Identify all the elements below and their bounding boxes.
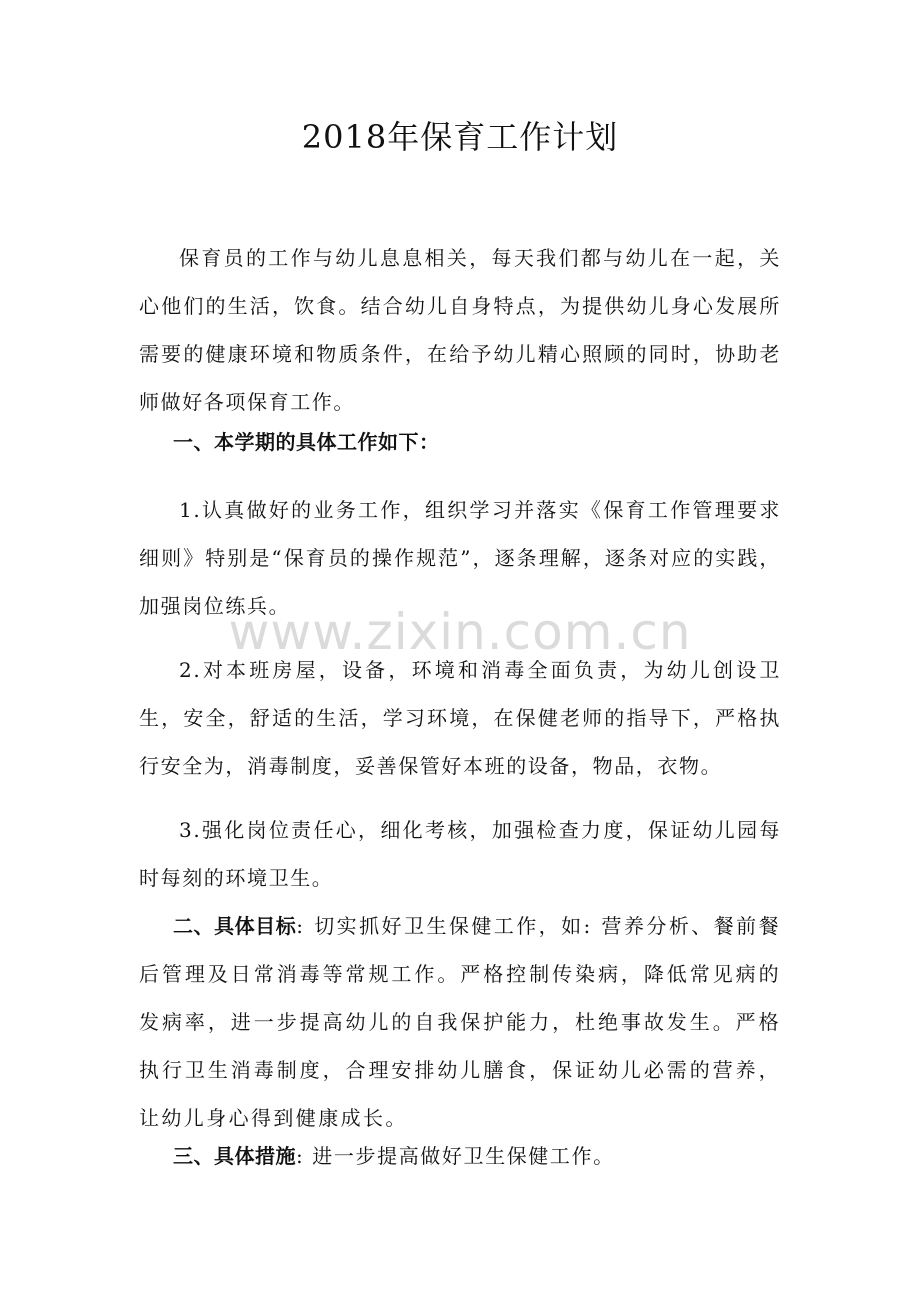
watermark: www.zixin.com.cn <box>228 603 692 661</box>
section-1-heading: 一、本学期的具体工作如下： <box>173 430 440 454</box>
section-2-heading: 二、具体目标 <box>173 914 297 938</box>
section-2-text: : 切实抓好卫生保健工作，如: 营养分析、餐前餐后管理及日常消毒等常规工作。严格控制传染病，降低常见病的发病率，进一步提高幼儿的自我保护能力，杜绝事故发生。严格执行卫生消毒制度，合理安排幼儿膳食，保证幼儿必需的营养，让幼儿身心得到健康成长。 <box>139 914 782 1130</box>
work-item-2: 2.对本班房屋，设备，环境和消毒全面负责，为幼儿创设卫生，安全，舒适的生活，学习环境，在保健老师的指导下，严格执行安全为，消毒制度，妥善保管好本班的设备，物品，衣物。 <box>139 658 781 778</box>
section-3-paragraph <box>139 1132 781 1180</box>
section-3-text: : 进一步提高做好卫生保健工作。 <box>296 1144 615 1168</box>
document-title: 2018年保育工作计划 <box>301 118 619 156</box>
intro-paragraph: 保育员的工作与幼儿息息相关，每天我们都与幼儿在一起，关心他们的生活，饮食。结合幼儿自身特点，为提供幼儿身心发展所需要的健康环境和物质条件，在给予幼儿精心照顾的同时，协助老师做好各项保育工作。 <box>139 246 781 414</box>
work-item-3: 3.强化岗位责任心，细化考核，加强检查力度，保证幼儿园每时每刻的环境卫生。 <box>139 818 781 890</box>
work-item-1: 1.认真做好的业务工作，组织学习并落实《保育工作管理要求细则》特别是“保育员的操作规范”，逐条理解，逐条对应的实践，加强岗位练兵。 <box>139 498 781 618</box>
section-3-heading: 三、具体措施 <box>173 1144 296 1168</box>
section-2-paragraph <box>139 902 781 1142</box>
